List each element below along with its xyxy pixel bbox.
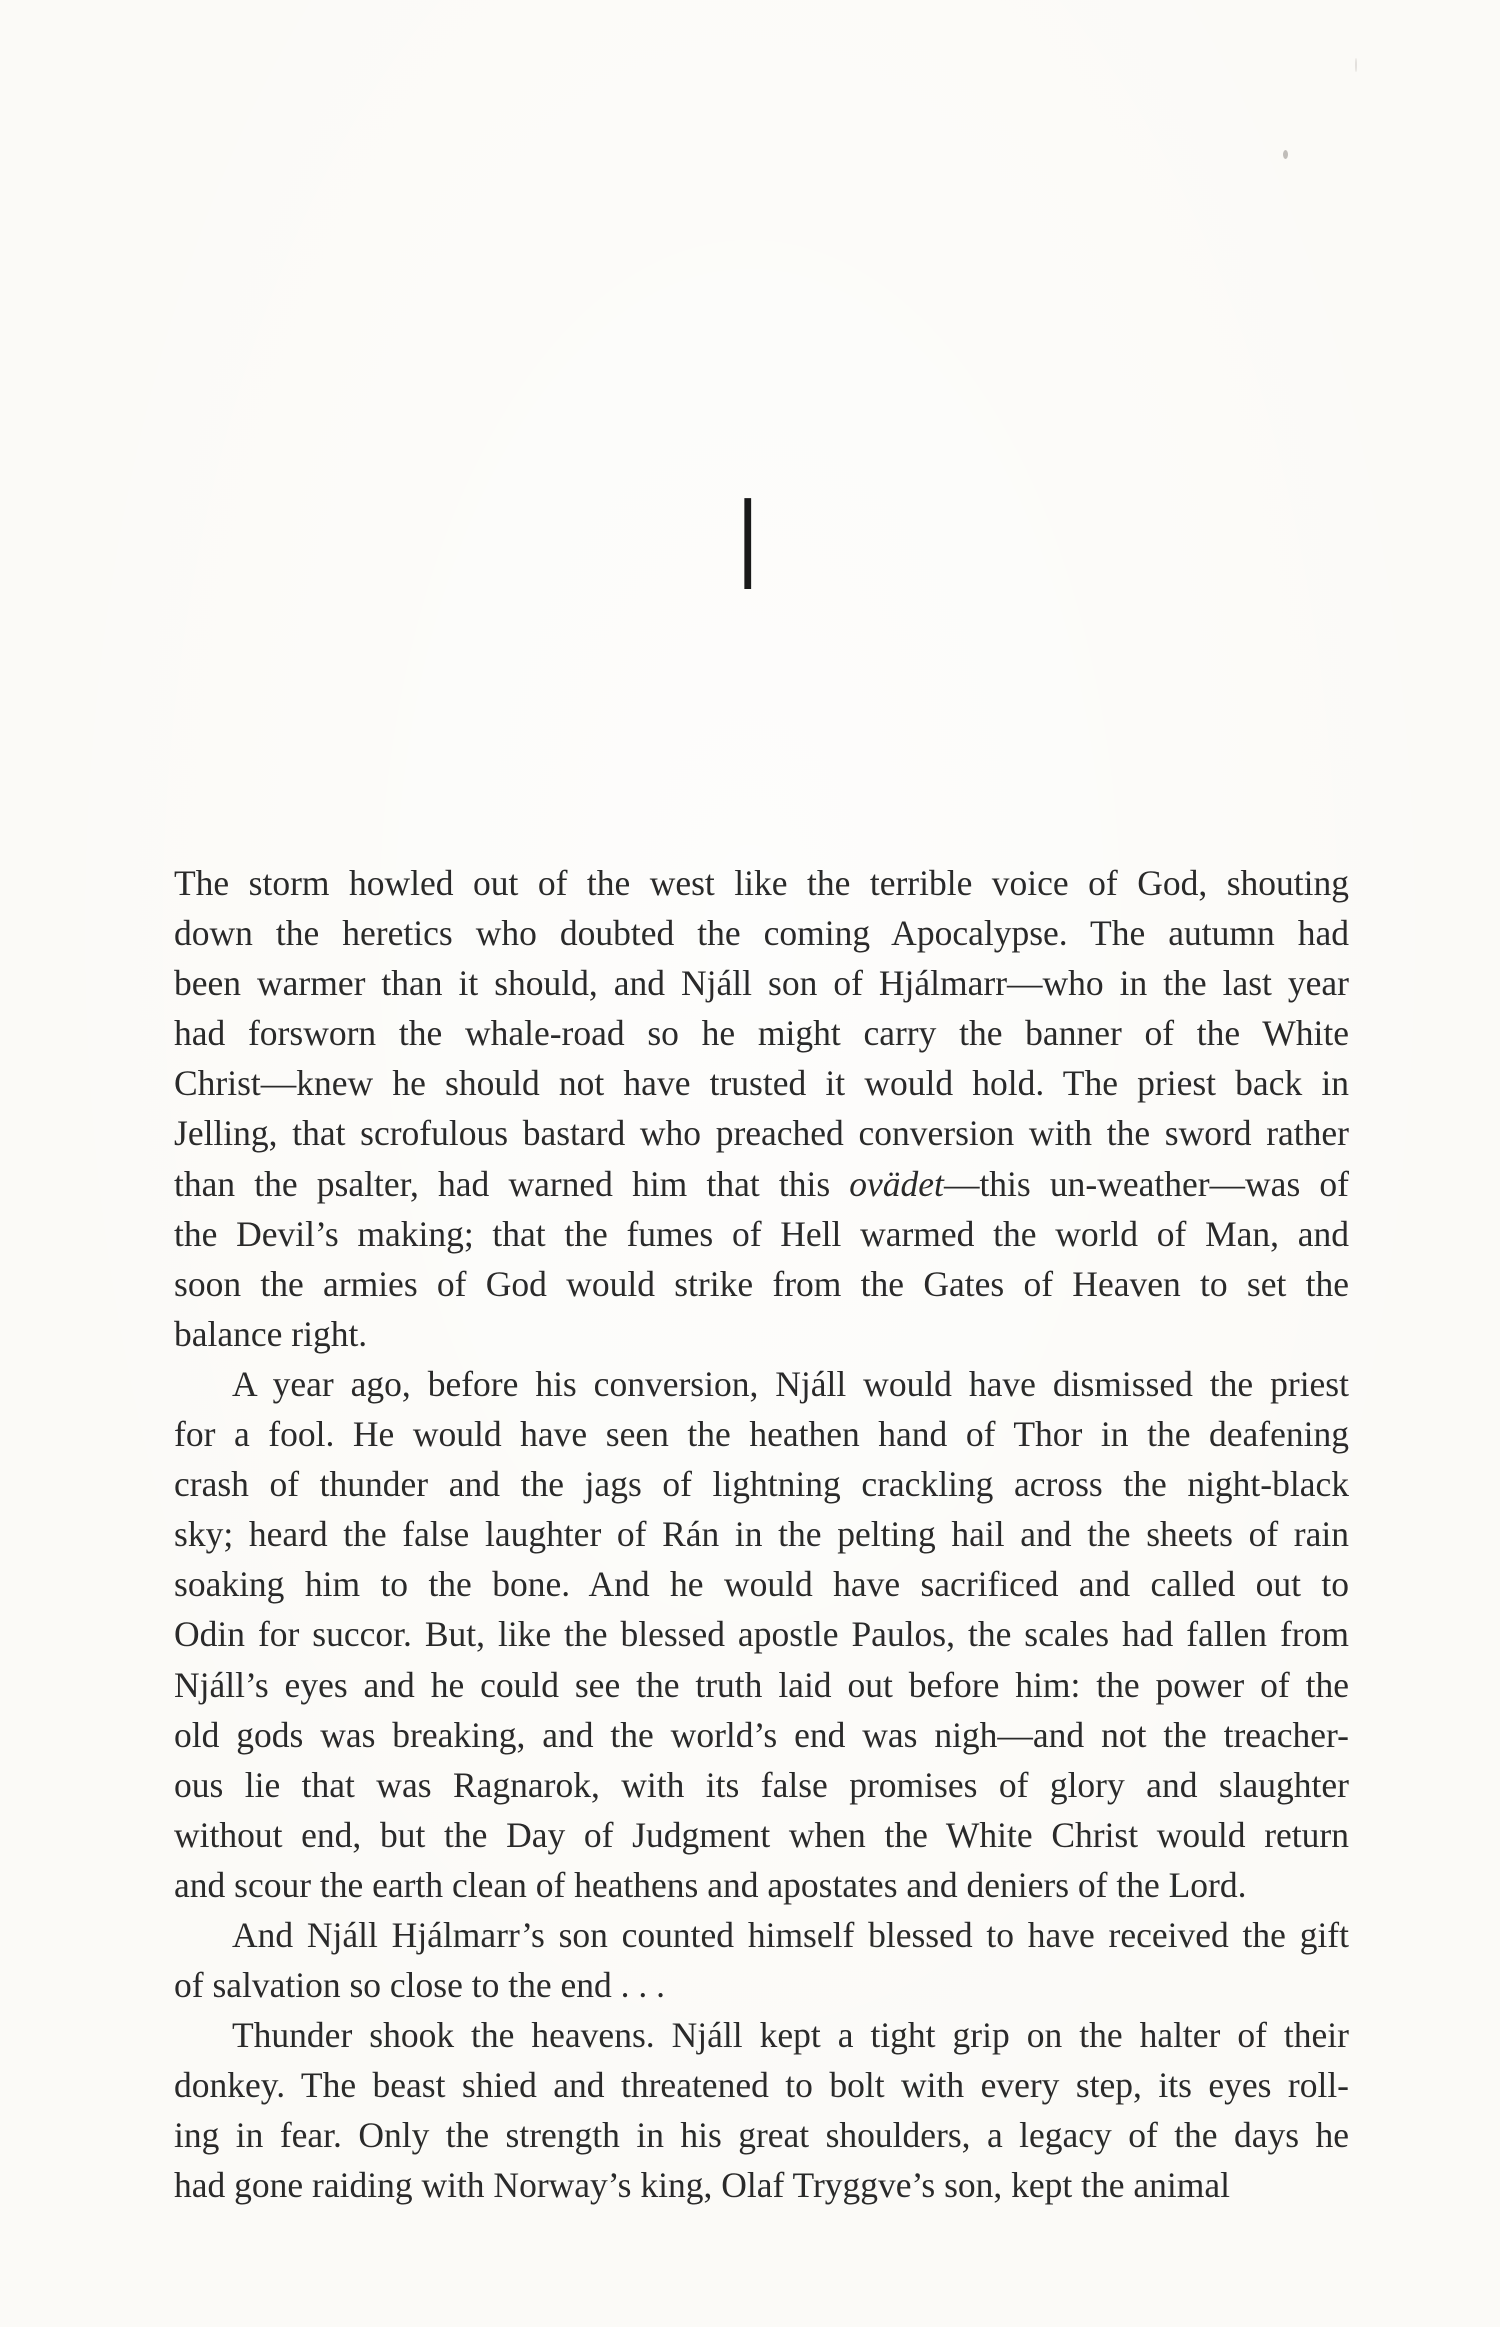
- text-line: the Devil’s making; that the fumes of Hell warmed the world of Man, and: [174, 1213, 1349, 1254]
- text-line: And Njáll Hjálmarr’s son counted himself blessed to have received the gift: [232, 1914, 1349, 1955]
- paragraph: [174, 1910, 1349, 2010]
- text-line: old gods was breaking, and the world’s end was nigh—and not the treacher-: [174, 1714, 1349, 1755]
- text-line: balance right.: [174, 1313, 368, 1354]
- text-line: ing in fear. Only the strength in his great shoulders, a legacy of the days he: [174, 2115, 1349, 2156]
- text-line: ous lie that was Ragnarok, with its false promises of glory and slaughter: [174, 1764, 1349, 1805]
- text-line: The storm howled out of the west like the terrible voice of God, shouting: [174, 863, 1349, 903]
- text-line: down the heretics who doubted the coming Apocalypse. The autumn had: [174, 913, 1349, 954]
- text-line: been warmer than it should, and Njáll son of Hjálmarr—who in the last year: [174, 963, 1349, 1004]
- paragraph: [174, 1359, 1349, 1910]
- chapter-body: [174, 858, 1349, 2211]
- text-line: than the psalter, had warned him that this ovädet—this un-weather—was of: [174, 1163, 1349, 1204]
- text-line: had gone raiding with Norway’s king, Olaf Tryggve’s son, kept the animal: [174, 2165, 1230, 2206]
- text-line: Christ—knew he should not have trusted it would hold. The priest back in: [174, 1063, 1349, 1104]
- text-line: A year ago, before his conversion, Njáll would have dismissed the priest: [232, 1363, 1349, 1404]
- text-line: sky; heard the false laughter of Rán in the pelting hail and the sheets of rain: [174, 1514, 1349, 1555]
- text-line: donkey. The beast shied and threatened to bolt with every step, its eyes roll-: [174, 2065, 1349, 2106]
- text-line: and scour the earth clean of heathens and apostates and deniers of the Lord.: [174, 1864, 1247, 1905]
- text-line: Jelling, that scrofulous bastard who preached conversion with the sword rather: [174, 1113, 1349, 1154]
- paper-speck: [1355, 58, 1357, 72]
- text-line: Thunder shook the heavens. Njáll kept a tight grip on the halter of their: [232, 2015, 1349, 2056]
- text-line: crash of thunder and the jags of lightning crackling across the night-black: [174, 1464, 1349, 1505]
- chapter-number: I: [737, 470, 758, 617]
- text-line: of salvation so close to the end . . .: [174, 1965, 665, 2006]
- paper-speck: [1283, 150, 1288, 159]
- text-line: without end, but the Day of Judgment when the White Christ would return: [174, 1814, 1349, 1855]
- text-line: soon the armies of God would strike from the Gates of Heaven to set the: [174, 1263, 1349, 1304]
- text-line: had forsworn the whale-road so he might carry the banner of the White: [174, 1013, 1349, 1054]
- paragraph: [174, 858, 1349, 1359]
- text-line: soaking him to the bone. And he would have sacrificed and called out to: [174, 1564, 1349, 1605]
- text-line: Njáll’s eyes and he could see the truth laid out before him: the power of the: [174, 1664, 1349, 1705]
- text-line: Odin for succor. But, like the blessed apostle Paulos, the scales had fallen from: [174, 1614, 1349, 1655]
- paragraph: [174, 2010, 1349, 2210]
- text-line: for a fool. He would have seen the heathen hand of Thor in the deafening: [174, 1414, 1349, 1455]
